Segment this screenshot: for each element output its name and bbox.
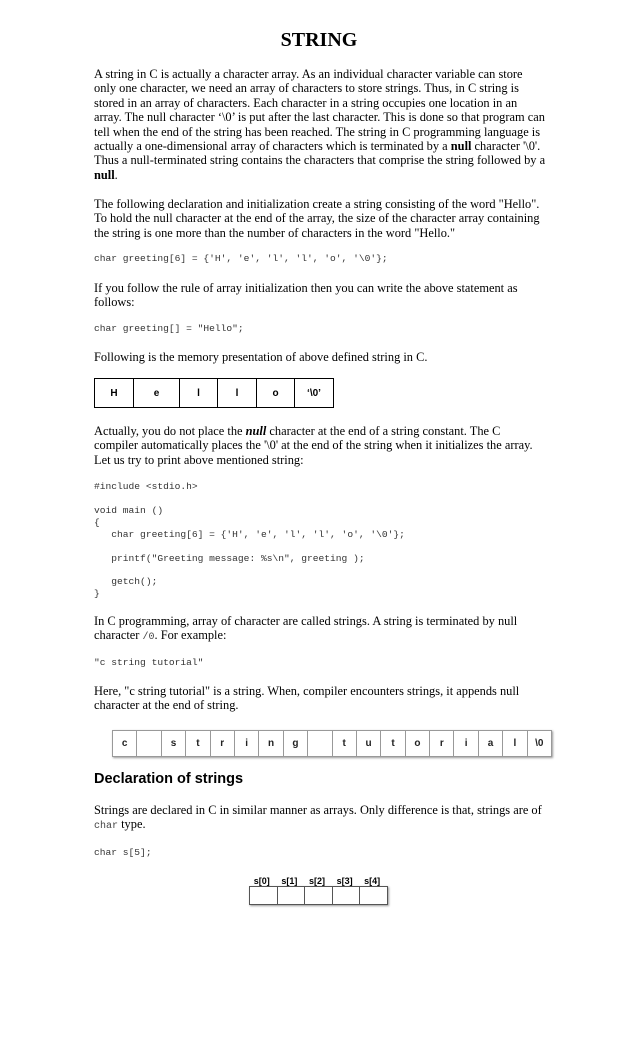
code-brace-open: { [94,517,100,528]
memory-cell: l [180,379,218,407]
code-include: #include <stdio.h> [94,481,198,492]
code-char-s5: char s[5]; [94,847,152,858]
strip-cell: i [235,731,259,756]
page-title: STRING [280,29,358,51]
strip-cell: i [454,731,478,756]
declaration-strings-paragraph: Strings are declared in C in similar manner as arrays. Only difference is that, strings are of char type. [94,803,542,833]
memory-cell: l [218,379,257,407]
code-printf: printf("Greeting message: %s\n", greeting ); [94,553,365,564]
strip-cell [137,731,161,756]
strip-cell: s [162,731,186,756]
strip-cell: u [357,731,381,756]
array-slot [305,887,333,904]
index-label: s[0] [253,876,270,886]
memory-presentation-paragraph: Following is the memory presentation of above defined string in C. [94,350,428,364]
null-placement-paragraph: Actually, you do not place the null character at the end of a string constant. The C compiler automatically places the '\0' at the end of the string when it initializes the array. Let us try to print above mentioned string: [94,424,533,467]
strip-cell: r [211,731,235,756]
index-label: s[1] [281,876,298,886]
strings-definition-paragraph: In C programming, array of character are called strings. A string is terminated by null character /0. For example: [94,614,518,644]
code-example-string: "c string tutorial" [94,657,204,668]
strip-cell: c [113,731,137,756]
null-append-paragraph: Here, "c string tutorial" is a string. When, compiler encounters strings, it appends null character at the end of string. [94,684,520,713]
array-slot [278,887,306,904]
code-greeting-decl: char greeting[6] = {'H', 'e', 'l', 'l', 'o', '\0'}; [94,529,405,540]
memory-cell: ‘\0’ [307,387,321,399]
s-array-diagram [249,886,388,905]
strip-cell: a [479,731,503,756]
index-label: s[2] [308,876,325,886]
index-label: s[4] [364,876,381,886]
hello-memory-diagram [94,378,334,408]
memory-cell: H [95,379,134,407]
section-heading: Declaration of strings [94,771,244,787]
array-init-paragraph: If you follow the rule of array initialization then you can write the above statement as follows: [94,281,518,310]
strip-cell: n [259,731,283,756]
code-main: void main () [94,505,164,516]
code-getch: getch(); [94,576,158,587]
strip-cell [308,731,332,756]
array-slot [360,887,387,904]
memory-cell: o [257,379,295,407]
intro-paragraph: A string in C is actually a character array. As an individual character variable can store only one character, we need an array of characters to store strings. Thus, in C string is stored in an array of characters. Each character in a string occupies one location in an array. The null character ‘\0’ is put after the last character. This is done so that program can tell when the end of the string has been reached. The string in C programming language is actually a one-dimensional array of characters which is terminated by a null character '\0'. Thus a null-terminated string contains the characters that comprise the string followed by a null. [94,67,546,182]
code-brace-close: } [94,588,100,599]
code-char-array: char greeting[6] = {'H', 'e', 'l', 'l', 'o', '\0'}; [94,253,388,264]
strip-cell: o [406,731,430,756]
s-array-index-labels [248,876,386,886]
strip-cell: t [186,731,210,756]
array-slot [333,887,361,904]
memory-cell: e [134,379,180,407]
code-string-literal: char greeting[] = "Hello"; [94,323,244,334]
strip-cell: t [381,731,405,756]
strip-cell: r [430,731,454,756]
array-slot [250,887,278,904]
strip-cell: l [503,731,527,756]
strip-cell: g [284,731,308,756]
strip-cell: t [333,731,357,756]
c-string-tutorial-diagram [112,730,552,757]
index-label: s[3] [336,876,353,886]
strip-cell: \0 [535,738,544,749]
declaration-paragraph: The following declaration and initialization create a string consisting of the word "Hello". To hold the null character at the end of the array, the size of the character array containing the string is one more than the number of characters in the word "Hello." [94,197,540,240]
